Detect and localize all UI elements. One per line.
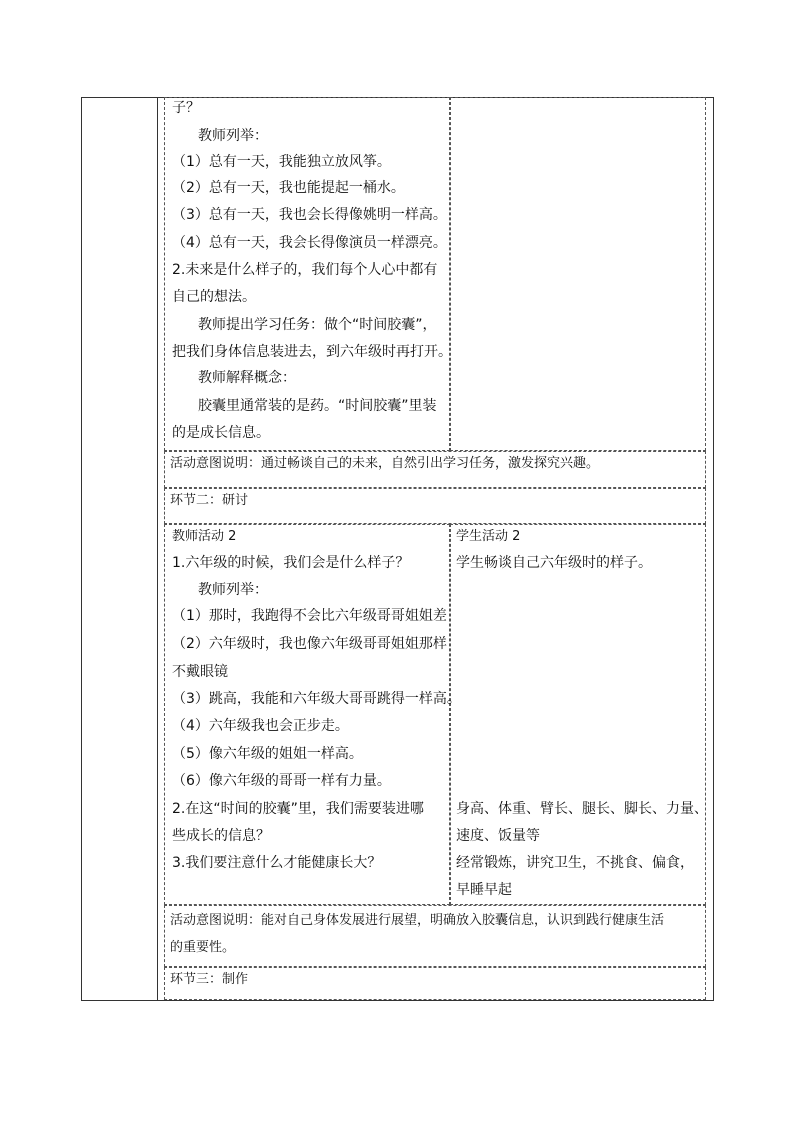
- activity-intent-2-cont: 的重要性。: [170, 940, 236, 955]
- student-cell-2: [450, 524, 706, 905]
- student-cell-1: [450, 97, 706, 451]
- text-line: 3.我们要注意什么才能健康长大？: [172, 855, 382, 871]
- activity-intent-2: 活动意图说明：能对自己身体发展进行展望，明确放入胶囊信息，认识到践行健康生活: [170, 913, 665, 928]
- text-line: 速度、饭量等: [456, 828, 540, 844]
- teacher-activity-2-title: 教师活动 2: [172, 529, 237, 544]
- text-line: 经常锻炼，讲究卫生，不挑食、偏食，: [456, 855, 694, 871]
- text-line: 自己的想法。: [172, 289, 256, 305]
- text-line: 不戴眼镜: [172, 664, 228, 680]
- text-line: （6）像六年级的哥哥一样有力量。: [172, 773, 391, 789]
- text-line: 胶囊里通常装的是药。“时间胶囊”里装: [198, 398, 437, 414]
- text-line: 身高、体重、臂长、腿长、脚长、力量、: [456, 801, 708, 817]
- text-line: （3）跳高，我能和六年级大哥哥跳得一样高。: [172, 691, 461, 707]
- text-line: 2.未来是什么样子的，我们每个人心中都有: [172, 262, 438, 278]
- text-line: 学生畅谈自己六年级时的样子。: [456, 555, 652, 571]
- activity-intent-1: 活动意图说明：通过畅谈自己的未来，自然引出学习任务，激发探究兴趣。: [170, 456, 600, 471]
- text-line: 1.六年级的时候，我们会是什么样子？: [172, 555, 410, 571]
- text-line: 把我们身体信息装进去，到六年级时再打开。: [172, 344, 452, 360]
- text-line: 2.在这“时间的胶囊”里，我们需要装进哪: [172, 801, 424, 817]
- text-line: （2）六年级时，我也像六年级哥哥姐姐那样: [172, 636, 447, 652]
- text-line: 教师列举：: [198, 582, 268, 598]
- text-line: （3）总有一天，我也会长得像姚明一样高。: [172, 207, 447, 223]
- column-divider: [157, 97, 158, 1000]
- text-line: 教师列举：: [198, 128, 268, 144]
- text-line: 教师解释概念：: [198, 370, 296, 386]
- text-line: 子？: [172, 100, 200, 116]
- text-line: 的是成长信息。: [172, 425, 270, 441]
- text-line: （2）总有一天，我也能提起一桶水。: [172, 180, 405, 196]
- stage-3-heading: 环节三：制作: [170, 972, 249, 987]
- text-line: （1）那时，我跑得不会比六年级哥哥姐姐差: [172, 608, 447, 624]
- text-line: 教师提出学习任务：做个“时间胶囊”，: [198, 317, 437, 333]
- text-line: （4）总有一天，我会长得像演员一样漂亮。: [172, 235, 447, 251]
- text-line: 些成长的信息？: [172, 828, 270, 844]
- text-line: （4）六年级我也会正步走。: [172, 718, 349, 734]
- stage-2-heading: 环节二：研讨: [170, 493, 249, 508]
- student-activity-2-title: 学生活动 2: [456, 529, 521, 544]
- text-line: （1）总有一天，我能独立放风筝。: [172, 154, 391, 170]
- text-line: 早睡早起: [456, 882, 512, 898]
- text-line: （5）像六年级的姐姐一样高。: [172, 746, 363, 762]
